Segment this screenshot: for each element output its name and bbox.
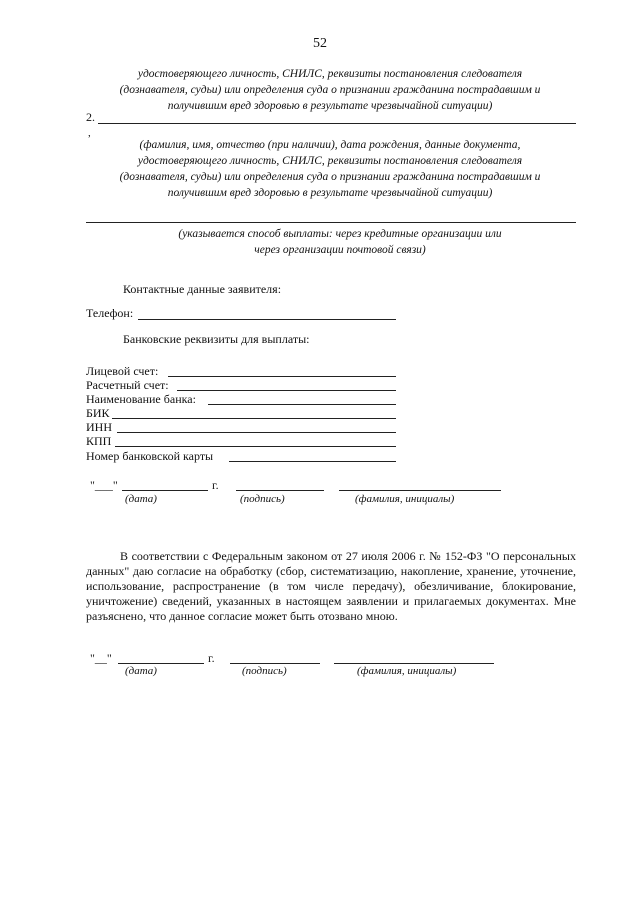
caption-line: удостоверяющего личность, СНИЛС, реквизиты постановления следователя bbox=[137, 68, 523, 80]
year-mark-1: г. bbox=[212, 478, 219, 492]
caption-line: (дознавателя, судьи) или определения суда о признании гражданина пострадавшим и bbox=[119, 84, 541, 96]
page-number: 52 bbox=[313, 36, 327, 51]
date-caption-1: (дата) bbox=[125, 493, 157, 505]
signature-field-1[interactable] bbox=[236, 490, 324, 491]
caption-line: (фамилия, имя, отчество (при наличии), дата рождения, данные документа, bbox=[139, 139, 521, 151]
date-field-1[interactable] bbox=[122, 490, 208, 491]
caption-line: (дознавателя, судьи) или определения суда о признании гражданина пострадавшим и bbox=[119, 171, 541, 183]
bank-heading: Банковские реквизиты для выплаты: bbox=[123, 332, 310, 346]
date-day-1: "___" bbox=[90, 478, 118, 492]
payment-method-field[interactable] bbox=[86, 222, 576, 223]
bank-name-field[interactable] bbox=[208, 404, 396, 405]
caption-line: получившим вред здоровью в результате чрезвычайной ситуации) bbox=[167, 100, 493, 112]
contacts-heading: Контактные данные заявителя: bbox=[123, 282, 282, 296]
name-field-2[interactable] bbox=[334, 663, 494, 664]
date-caption-2: (дата) bbox=[125, 665, 157, 677]
phone-label: Телефон: bbox=[86, 306, 134, 320]
caption-line: (указывается способ выплаты: через кредитные организации или bbox=[178, 228, 502, 240]
caption-line: через организации почтовой связи) bbox=[254, 244, 426, 256]
signature-caption-1: (подпись) bbox=[240, 493, 285, 505]
name-field-1[interactable] bbox=[339, 490, 501, 491]
date-day-2: "__" bbox=[90, 651, 112, 665]
name-caption-2: (фамилия, инициалы) bbox=[357, 665, 457, 677]
signature-field-2[interactable] bbox=[230, 663, 320, 664]
phone-field[interactable] bbox=[138, 319, 396, 320]
account-label: Лицевой счет: bbox=[86, 364, 159, 378]
signature-caption-2: (подпись) bbox=[242, 665, 287, 677]
payment-method-caption bbox=[120, 226, 560, 258]
bik-label: БИК bbox=[86, 406, 110, 420]
applicant2-caption bbox=[80, 137, 580, 201]
inn-label: ИНН bbox=[86, 420, 112, 434]
item-2-number: 2. bbox=[86, 110, 95, 124]
consent-paragraph bbox=[86, 549, 576, 624]
card-number-field[interactable] bbox=[229, 461, 396, 462]
bik-field[interactable] bbox=[112, 418, 396, 419]
card-number-label: Номер банковской карты bbox=[86, 449, 214, 463]
bank-name-label: Наименование банка: bbox=[86, 392, 196, 406]
settlement-account-label: Расчетный счет: bbox=[86, 378, 169, 392]
year-mark-2: г. bbox=[208, 651, 215, 665]
item-2-field[interactable] bbox=[98, 123, 576, 124]
date-field-2[interactable] bbox=[118, 663, 204, 664]
item-2-comma: , bbox=[88, 127, 91, 139]
caption-line: удостоверяющего личность, СНИЛС, реквизиты постановления следователя bbox=[137, 155, 523, 167]
applicant1-caption bbox=[80, 66, 580, 114]
caption-line: получившим вред здоровью в результате чрезвычайной ситуации) bbox=[167, 187, 493, 199]
account-field[interactable] bbox=[168, 376, 396, 377]
settlement-account-field[interactable] bbox=[177, 390, 396, 391]
name-caption-1: (фамилия, инициалы) bbox=[355, 493, 455, 505]
consent-text: В соответствии с Федеральным законом от 27 июля 2006 г. № 152-ФЗ "О персональных данных" даю согласие на обработку (сбор, систематизацию, накопление, хранение, уточнение, использование, распространение (в том числе передачу), обезличивание, блокирование, уничтожение) сведений, указанных в настоящем заявлении и прилагаемых документах. Мне разъяснено, что данное согласие может быть отозвано мною. bbox=[86, 549, 576, 623]
kpp-field[interactable] bbox=[115, 446, 396, 447]
inn-field[interactable] bbox=[117, 432, 396, 433]
kpp-label: КПП bbox=[86, 434, 112, 448]
